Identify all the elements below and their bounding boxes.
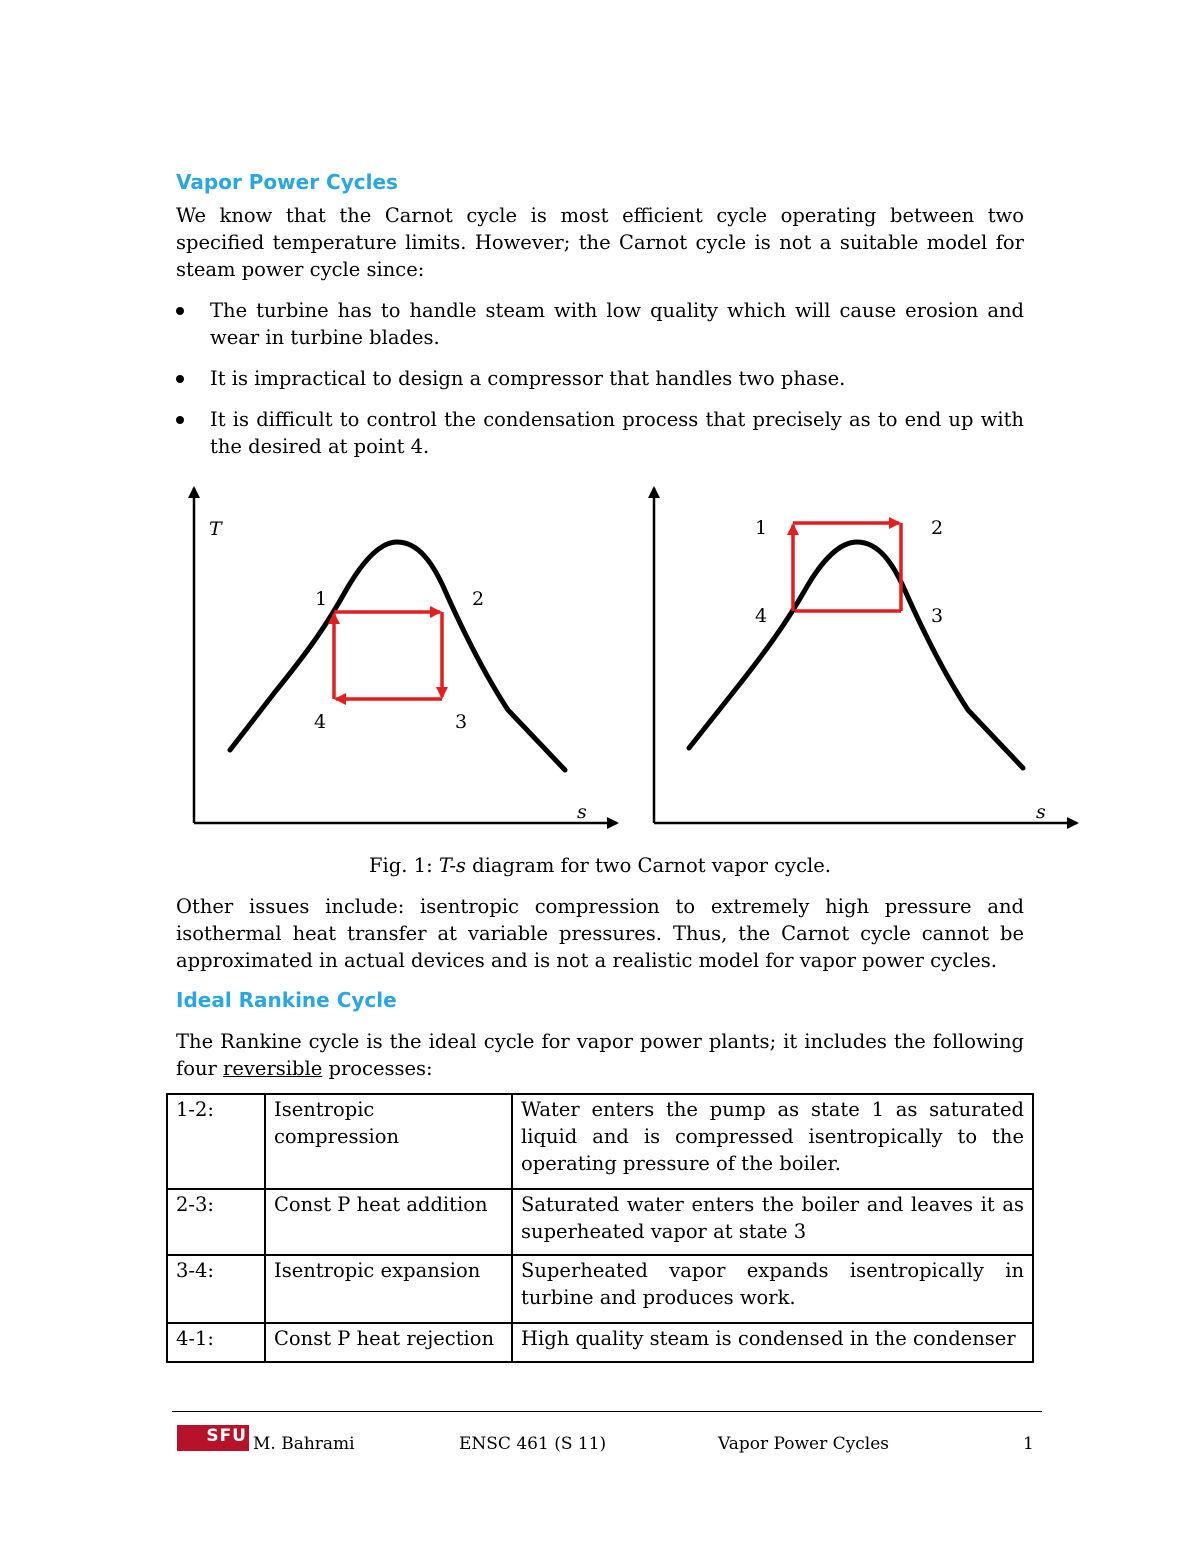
process-description: High quality steam is condensed in the condenser — [512, 1323, 1033, 1362]
bullet-icon — [176, 375, 184, 383]
left-point-label: 2 — [472, 588, 485, 610]
left-point-label: 1 — [315, 588, 328, 610]
bullet-icon — [176, 307, 184, 315]
process-description: Water enters the pump as state 1 as saturated liquid and is compressed isentropically to the operating pressure of the boiler. — [512, 1094, 1033, 1189]
footer-page-number: 1 — [1023, 1434, 1034, 1454]
left-x-axis-label: s — [577, 801, 587, 823]
footer-author: M. Bahrami — [253, 1434, 355, 1454]
table-row — [167, 1255, 1033, 1323]
right-saturation-dome — [689, 542, 1023, 768]
bullet-icon — [176, 416, 184, 424]
rankine-processes-table — [166, 1093, 1034, 1363]
footer-divider — [172, 1411, 1042, 1412]
right-point-label: 2 — [931, 517, 944, 539]
right-x-axis-label: s — [1036, 801, 1046, 823]
intro-paragraph: We know that the Carnot cycle is most efficient cycle operating between two specified temperature limits. However; the Carnot cycle is not a suitable model for steam power cycle since: — [176, 204, 1024, 281]
rankine-intro-paragraph: The Rankine cycle is the ideal cycle for vapor power plants; it includes the following four reversible processes: — [176, 1030, 1024, 1080]
bullet-item: It is impractical to design a compressor that handles two phase. — [176, 365, 1024, 392]
bullet-item: It is difficult to control the condensation process that precisely as to end up with the desired at point 4. — [176, 406, 1024, 460]
right-point-label: 4 — [755, 605, 768, 627]
bullet-item: The turbine has to handle steam with low quality which will cause erosion and wear in turbine blades. — [176, 297, 1024, 351]
process-name: Isentropic expansion — [265, 1255, 512, 1323]
process-name: Const P heat rejection — [265, 1323, 512, 1362]
process-description: Saturated water enters the boiler and leaves it as superheated vapor at state 3 — [512, 1189, 1033, 1255]
process-step: 1-2: — [167, 1094, 265, 1189]
right-point-label: 3 — [931, 605, 944, 627]
right-point-label: 1 — [755, 517, 768, 539]
left-ts-diagram — [194, 488, 617, 823]
left-y-axis-label: T — [209, 518, 222, 540]
section-title-ideal-rankine-cycle: Ideal Rankine Cycle — [176, 988, 397, 1012]
process-step: 3-4: — [167, 1255, 265, 1323]
footer-course: ENSC 461 (S 11) — [459, 1434, 607, 1454]
left-point-label: 4 — [314, 711, 327, 733]
process-name: Isentropic compression — [265, 1094, 512, 1189]
section-title-vapor-power-cycles: Vapor Power Cycles — [176, 170, 398, 194]
process-step: 2-3: — [167, 1189, 265, 1255]
other-issues-paragraph: Other issues include: isentropic compression to extremely high pressure and isothermal heat transfer at variable pressures. Thus, the Carnot cycle cannot be approximated in actual devices and is not a realistic model for vapor power cycles. — [176, 895, 1024, 972]
table-row — [167, 1094, 1033, 1189]
process-description: Superheated vapor expands isentropically in turbine and produces work. — [512, 1255, 1033, 1323]
figure-caption: Fig. 1: T-s diagram for two Carnot vapor cycle. — [369, 854, 831, 877]
process-name: Const P heat addition — [265, 1189, 512, 1255]
bullet-list — [176, 297, 1024, 474]
ts-diagram-figure — [0, 470, 1200, 850]
sfu-logo: SFU — [177, 1425, 249, 1451]
table-row — [167, 1323, 1033, 1362]
left-saturation-dome — [230, 542, 565, 770]
right-ts-diagram — [654, 488, 1077, 823]
footer-topic: Vapor Power Cycles — [718, 1434, 889, 1454]
table-row — [167, 1189, 1033, 1255]
left-point-label: 3 — [455, 711, 468, 733]
process-step: 4-1: — [167, 1323, 265, 1362]
